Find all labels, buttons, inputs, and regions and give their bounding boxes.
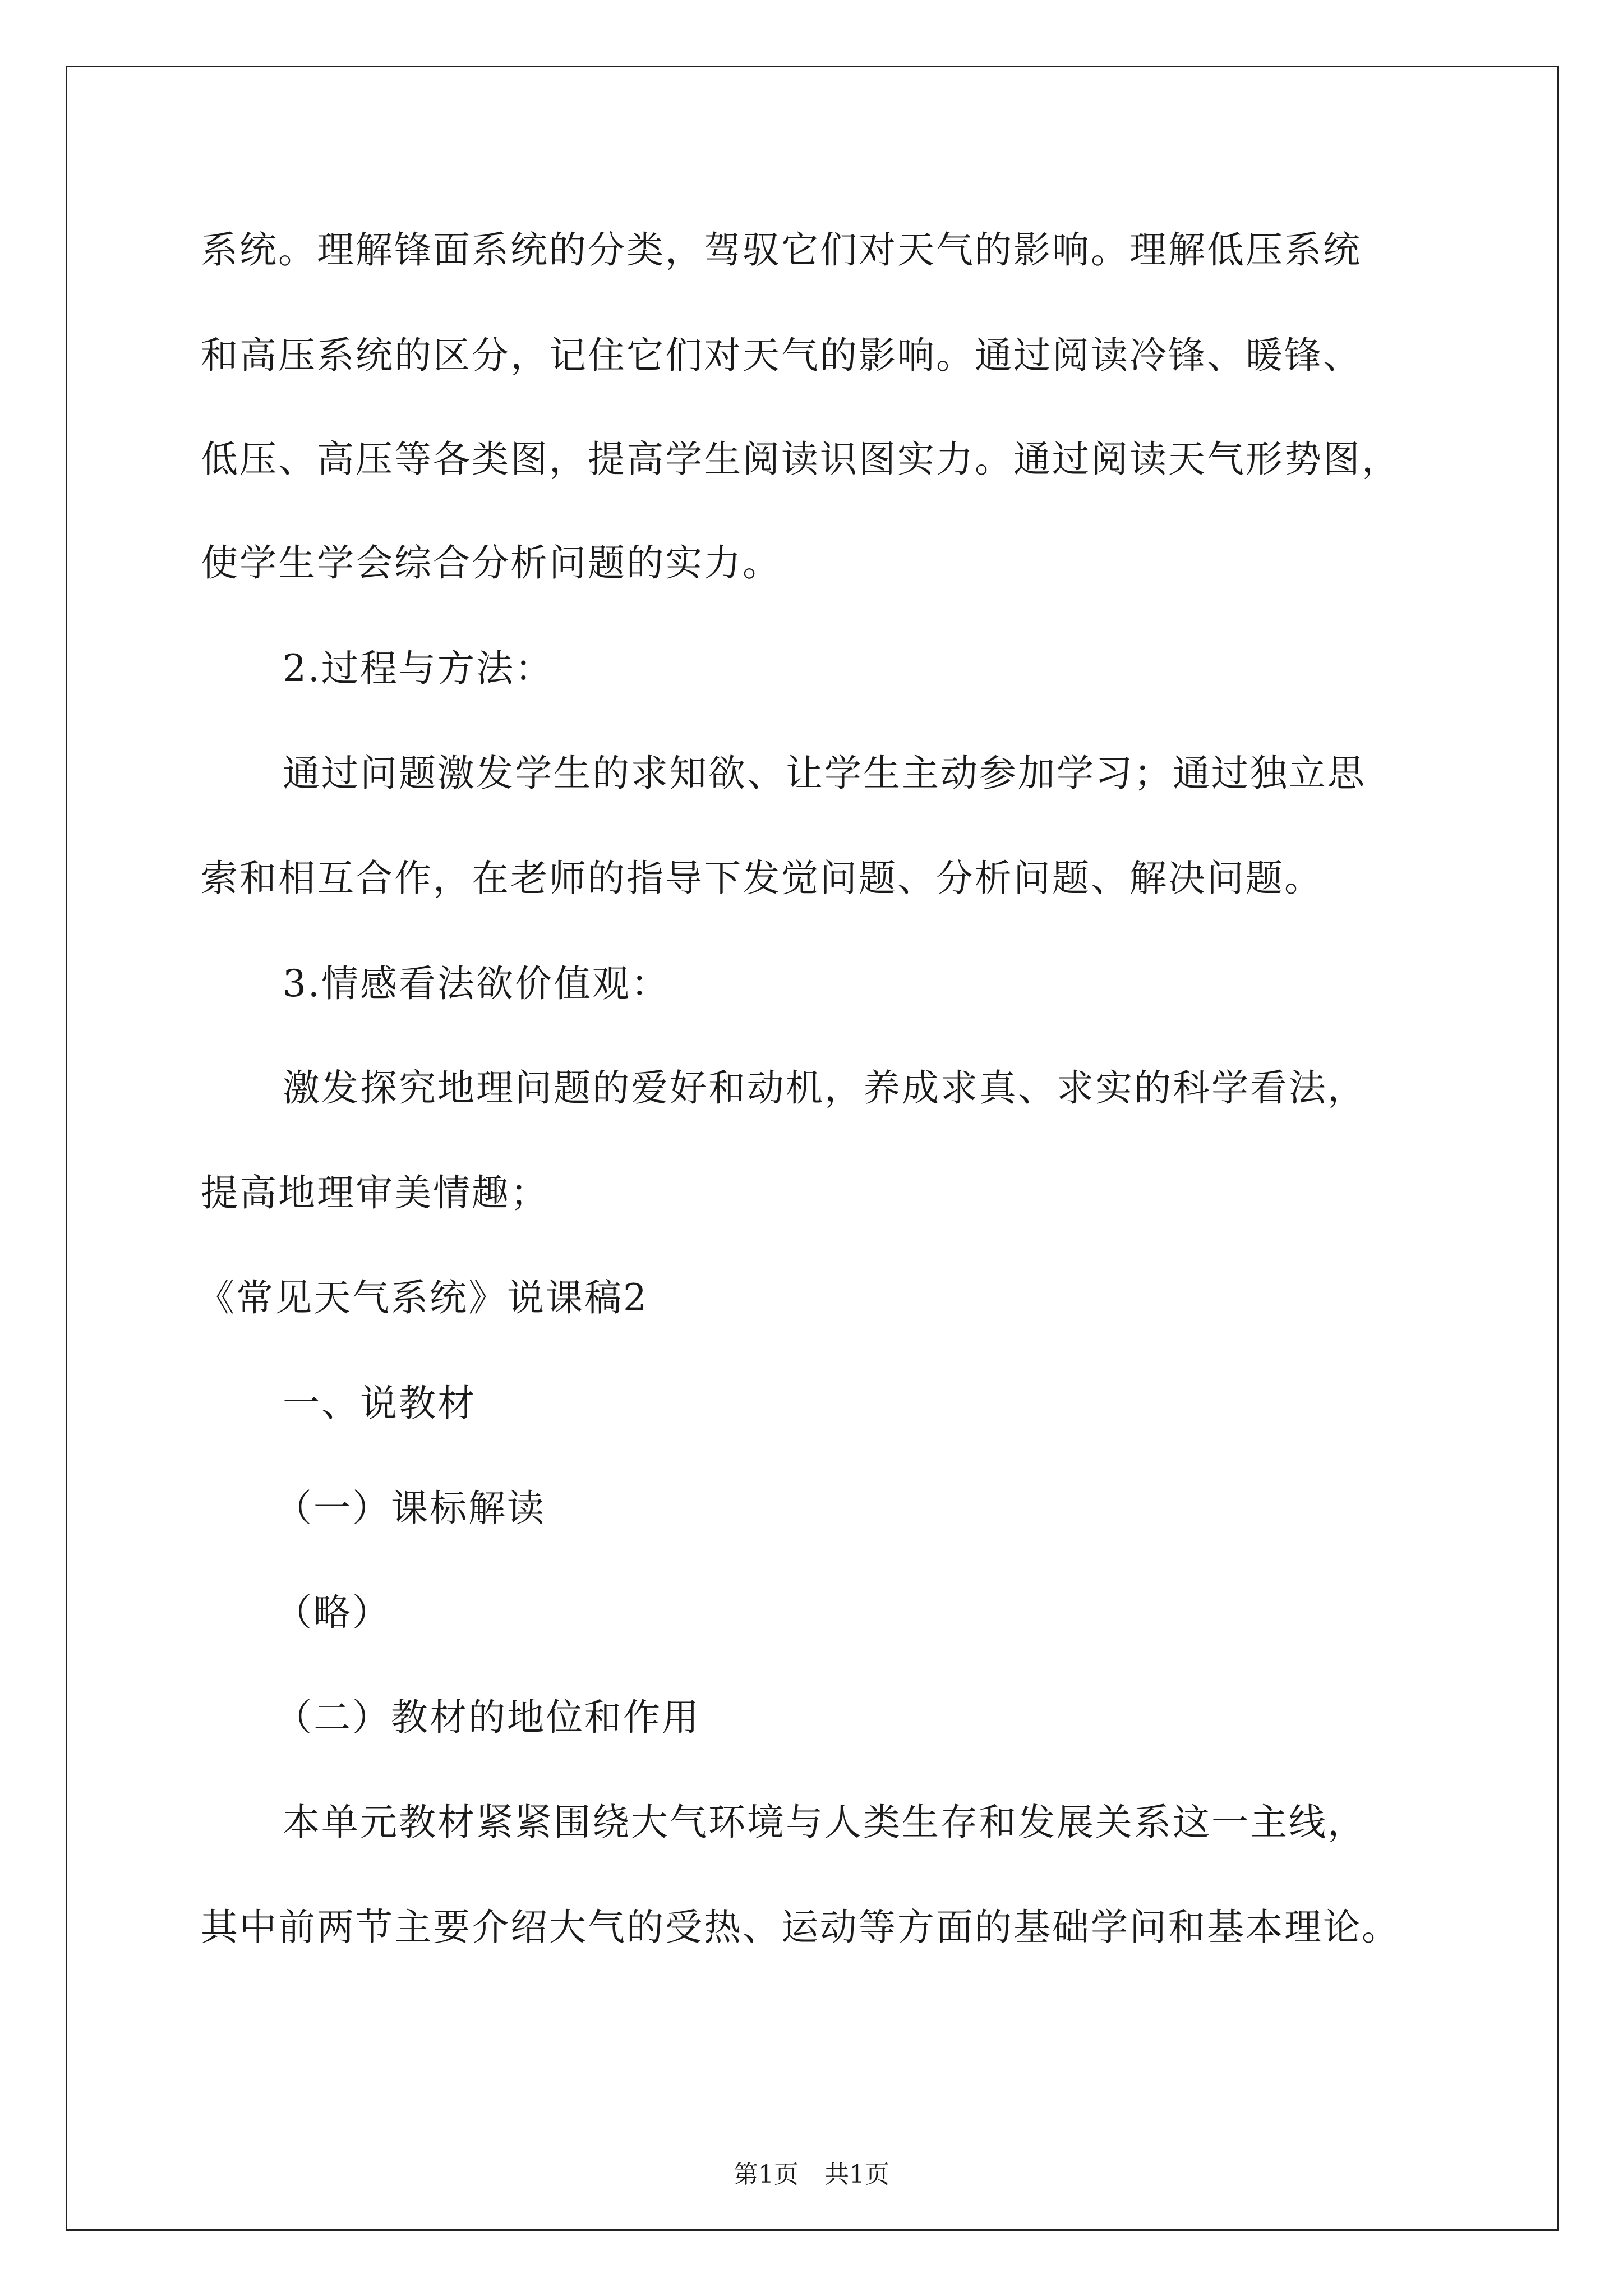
paragraph-line: 索和相互合作，在老师的指导下发觉问题、分析问题、解决问题。 [201,857,1323,900]
page-total: 共1页 [824,2160,889,2189]
document-title: 《常见天气系统》说课稿2 [197,1276,648,1319]
paragraph-line: 低压、高压等各类图，提高学生阅读识图实力。通过阅读天气形势图， [201,438,1400,481]
paragraph-line: 系统。理解锋面系统的分类，驾驭它们对天气的影响。理解低压系统 [201,228,1362,272]
paragraph-line: 通过问题激发学生的求知欲、让学生主动参加学习；通过独立思 [283,752,1366,795]
paragraph-line: 提高地理审美情趣； [201,1171,549,1214]
paragraph-line: 本单元教材紧紧围绕大气环境与人类生存和发展关系这一主线， [283,1801,1366,1844]
paragraph-line: 和高压系统的区分，记住它们对天气的影响。通过阅读冷锋、暖锋、 [201,334,1362,377]
page-footer [0,2162,1623,2187]
page-number: 第1页 [734,2160,799,2189]
section-heading: 一、说教材 [283,1382,476,1425]
paragraph-line: （略） [275,1591,391,1634]
paragraph-line: 使学生学会综合分析问题的实力。 [201,541,781,585]
section-heading: 3.情感看法欲价值观： [283,962,670,1005]
subsection-heading: （二）教材的地位和作用 [275,1696,700,1739]
paragraph-line: 激发探究地理问题的爱好和动机，养成求真、求实的科学看法， [283,1066,1366,1110]
subsection-heading: （一）课标解读 [275,1487,546,1530]
section-heading: 2.过程与方法： [283,647,554,690]
paragraph-line: 其中前两节主要介绍大气的受热、运动等方面的基础学问和基本理论。 [201,1906,1400,1949]
